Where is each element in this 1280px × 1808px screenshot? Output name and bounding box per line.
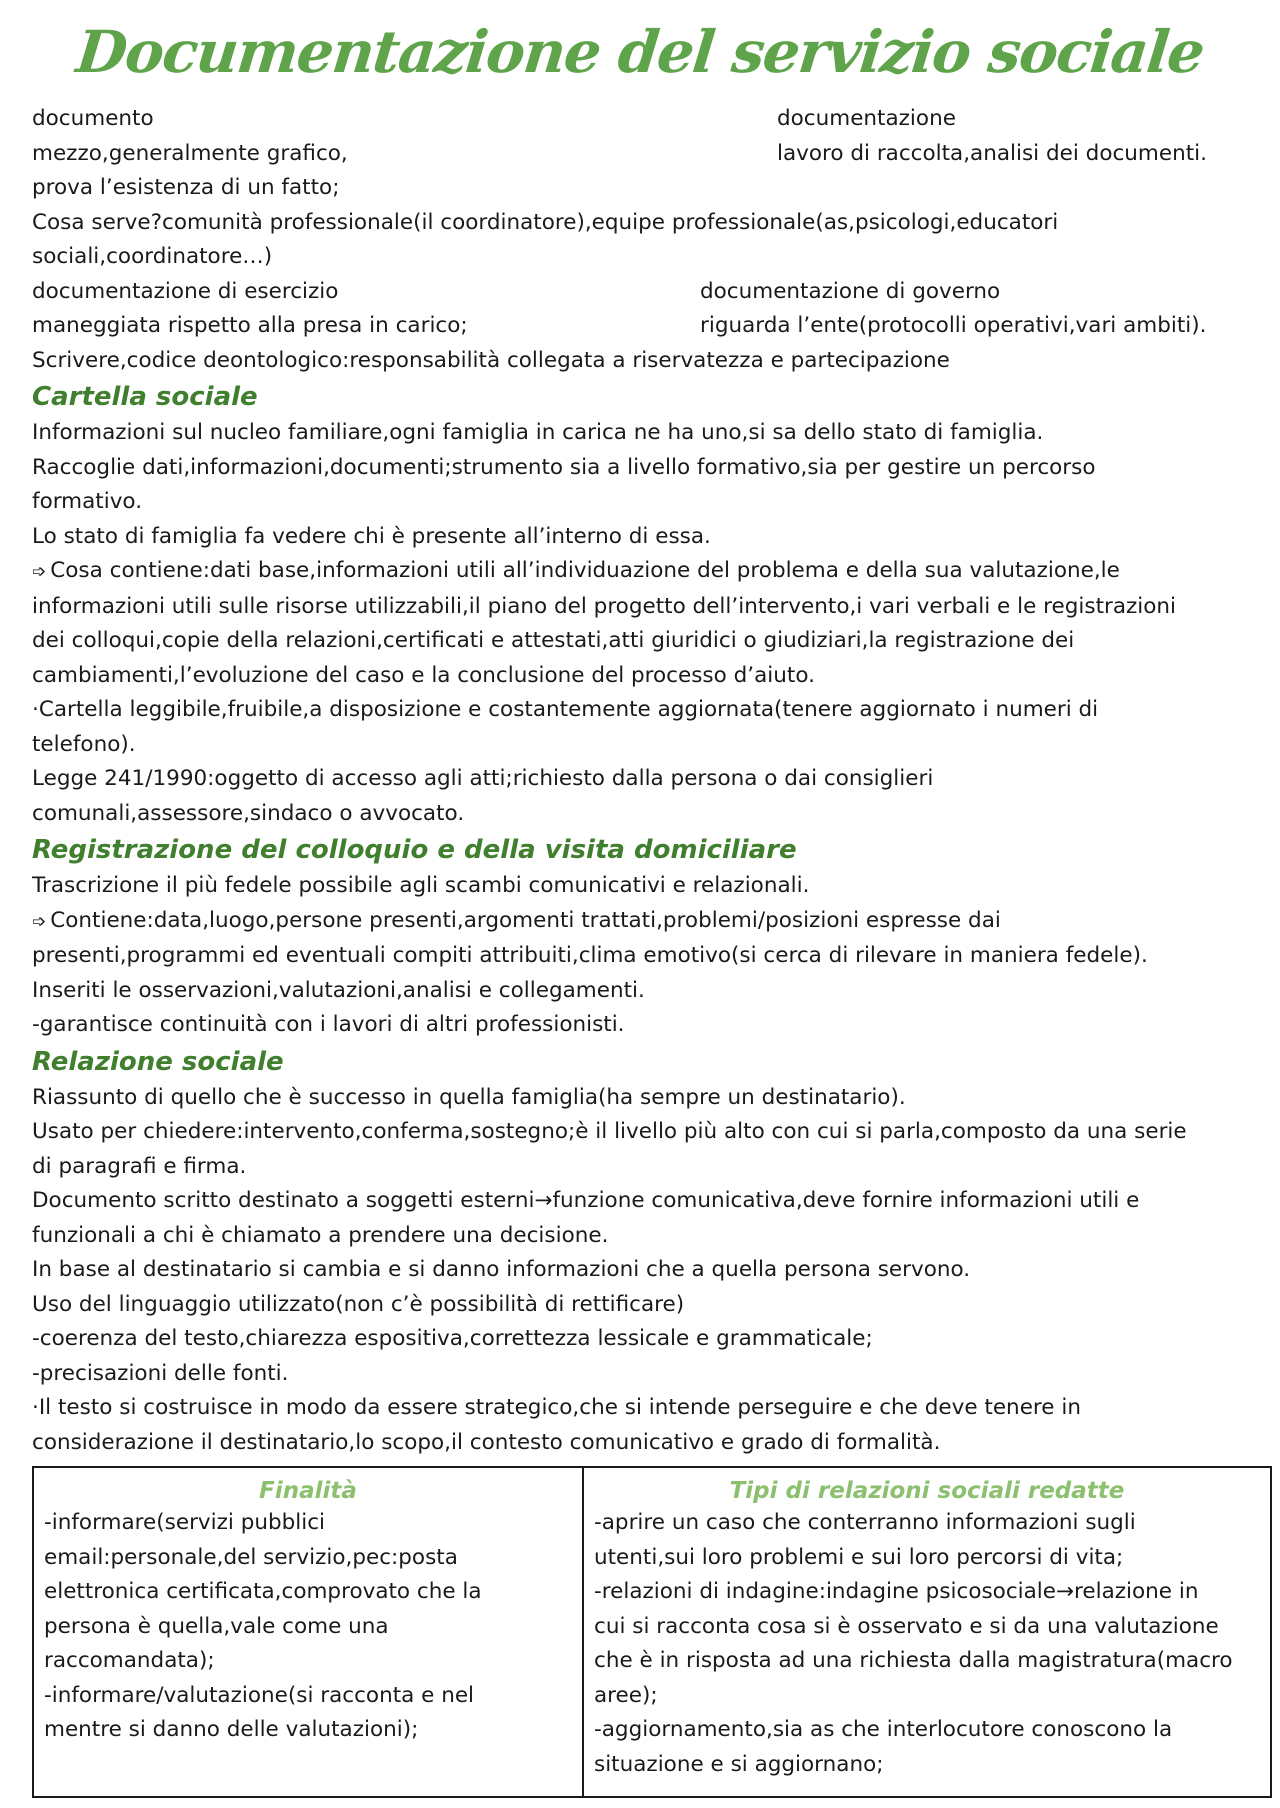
- table-line: situazione e si aggiornano;: [594, 1751, 884, 1777]
- text-line: ·Cartella leggibile,fruibile,a disposizione e costantemente aggiornata(tenere aggiornato i numeri di: [32, 697, 1099, 722]
- definition-esercizio: maneggiata rispetto alla presa in carico;: [32, 313, 468, 338]
- table-line: email:personale,del servizio,pec:posta: [44, 1544, 458, 1570]
- text-line: presenti,programmi ed eventuali compiti attribuiti,clima emotivo(si cerca di rilevare in maniera fedele).: [32, 943, 1148, 968]
- definition-governo: riguarda l’ente(protocolli operativi,vari ambiti).: [700, 313, 1207, 338]
- table-header-tipi: Tipi di relazioni sociali redatte: [729, 1478, 1125, 1504]
- table-line: -informare/valutazione(si racconta e nel: [44, 1682, 475, 1708]
- text-line: Legge 241/1990:oggetto di accesso agli atti;richiesto dalla persona o dai consiglieri: [32, 766, 934, 791]
- text-line: formativo.: [32, 489, 143, 514]
- term-documentazione-governo: documentazione di governo: [700, 278, 1001, 304]
- definition-documento-cont: prova l’esistenza di un fatto;: [32, 175, 340, 200]
- arrow-right-icon: ➩: [32, 911, 47, 932]
- text-line: Documento scritto destinato a soggetti esterni→funzione comunicativa,deve fornire informazioni utili e: [32, 1188, 1140, 1213]
- table-line: persona è quella,vale come una: [44, 1613, 389, 1639]
- table-line: -aggiornamento,sia as che interlocutore conoscono la: [594, 1717, 1173, 1742]
- table-line: mentre si danno delle valutazioni);: [44, 1717, 419, 1742]
- text-line: Lo stato di famiglia fa vedere chi è presente all’interno di essa.: [32, 523, 711, 549]
- table-line: -relazioni di indagine:indagine psicosociale→relazione in: [594, 1579, 1199, 1604]
- table-line: -aprire un caso che conterranno informazioni sugli: [594, 1510, 1136, 1535]
- table-cell-finalita: [33, 1467, 583, 1797]
- table-cell-tipi: [583, 1467, 1271, 1797]
- text-line: Trascrizione il più fedele possibile agli scambi comunicativi e relazionali.: [32, 873, 810, 898]
- intro-row: [32, 137, 1248, 172]
- text-line: Raccoglie dati,informazioni,documenti;strumento sia a livello formativo,sia per gestire un percorso: [32, 454, 1096, 480]
- arrow-bullet-line: [32, 554, 1248, 590]
- text-line: dei colloqui,copie della relazioni,certificati e attestati,atti giuridici o giudiziari,la registrazione dei: [32, 628, 1075, 653]
- text-line: -garantisce continuità con i lavori di altri professionisti.: [32, 1012, 625, 1037]
- text-line: -coerenza del testo,chiarezza espositiva,correttezza lessicale e grammaticale;: [32, 1326, 873, 1351]
- text-line: Cosa serve?comunità professionale(il coordinatore),equipe professionale(as,psicologi,educatori: [32, 209, 1059, 235]
- section-heading-registrazione: Registrazione del colloquio e della visita domiciliare: [32, 835, 797, 865]
- table-line: aree);: [594, 1682, 658, 1708]
- text-line: comunali,assessore,sindaco o avvocato.: [32, 800, 465, 826]
- text-line: Informazioni sul nucleo familiare,ogni famiglia in carica ne ha uno,si sa dello stato di famiglia.: [32, 420, 1044, 445]
- table-line: che è in risposta ad una richiesta dalla magistratura(macro: [594, 1648, 1233, 1673]
- term-documentazione-esercizio: documentazione di esercizio: [32, 278, 339, 304]
- relazioni-table: [32, 1466, 1272, 1798]
- table-line: -informare(servizi pubblici: [44, 1510, 326, 1535]
- table-line: elettronica certificata,comprovato che la: [44, 1579, 482, 1604]
- text-line: informazioni utili sulle risorse utilizzabili,il piano del progetto dell’intervento,i vari verbali e le registrazioni: [32, 593, 1177, 619]
- table-line: utenti,sui loro problemi e sui loro percorsi di vita;: [594, 1544, 1124, 1570]
- text-line: di paragrafi e firma.: [32, 1153, 247, 1179]
- table-line: cui si racconta cosa si è osservato e si da una valutazione: [594, 1613, 1219, 1639]
- text-span: Cosa contiene:dati base,informazioni utili all’individuazione del problema e della sua valutazione,le: [50, 558, 1120, 583]
- table-line: raccomandata);: [44, 1648, 215, 1673]
- text-line: considerazione il destinatario,lo scopo,il contesto comunicativo e grado di formalità.: [32, 1429, 941, 1455]
- text-line: Scrivere,codice deontologico:responsabilità collegata a riservatezza e partecipazione: [32, 347, 950, 373]
- arrow-right-icon: ➩: [32, 562, 47, 582]
- text-line: sociali,coordinatore…): [32, 244, 273, 269]
- definition-documento: mezzo,generalmente grafico,: [32, 140, 348, 166]
- text-line: Riassunto di quello che è successo in quella famiglia(ha sempre un destinatario).: [32, 1084, 906, 1110]
- text-line: Inseriti le osservazioni,valutazioni,analisi e collegamenti.: [32, 977, 645, 1003]
- text-line: -precisazioni delle fonti.: [32, 1360, 289, 1386]
- term-documentazione: documentazione: [777, 106, 956, 131]
- section-heading-cartella: Cartella sociale: [32, 382, 258, 412]
- text-line: In base al destinatario si cambia e si danno informazioni che a quella persona servono.: [32, 1257, 971, 1282]
- table-row: [33, 1467, 1271, 1797]
- intro-row: [32, 275, 1248, 310]
- text-line: ·Il testo si costruisce in modo da essere strategico,che si intende perseguire e che deve tenere in: [32, 1395, 1081, 1420]
- text-line: telefono).: [32, 731, 136, 757]
- section-heading-relazione: Relazione sociale: [32, 1046, 284, 1077]
- text-line: cambiamenti,l’evoluzione del caso e la conclusione del processo d’aiuto.: [32, 662, 815, 688]
- intro-row: [32, 309, 1248, 344]
- intro-row: [32, 102, 1248, 137]
- text-line: funzionali a chi è chiamato a prendere una decisione.: [32, 1222, 609, 1248]
- arrow-bullet-line: [32, 904, 1248, 940]
- page-title: Documentazione del servizio sociale: [73, 18, 1207, 86]
- text-span: Contiene:data,luogo,persone presenti,argomenti trattati,problemi/posizioni espresse dai: [50, 907, 1001, 933]
- definition-documentazione: lavoro di raccolta,analisi dei documenti.: [777, 140, 1207, 166]
- term-documento: documento: [32, 106, 154, 131]
- text-line: Uso del linguaggio utilizzato(non c’è possibilità di rettificare): [32, 1291, 685, 1317]
- table-header-finalita: Finalità: [259, 1478, 357, 1504]
- text-line: Usato per chiedere:intervento,conferma,sostegno;è il livello più alto con cui si parla,composto da una serie: [32, 1119, 1187, 1144]
